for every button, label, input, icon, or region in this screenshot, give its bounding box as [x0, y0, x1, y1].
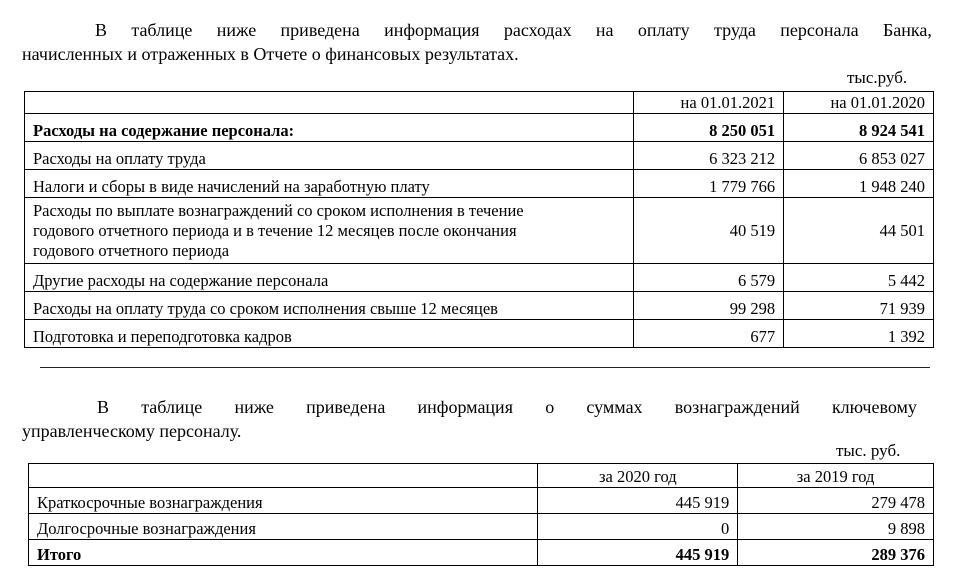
value-2020: 71 939: [784, 292, 934, 320]
value-2020: 44 501: [784, 198, 934, 264]
value-2020: 6 853 027: [784, 142, 934, 170]
row-label-line: годового отчетного периода и в течение 12 месяцев после окончания: [33, 220, 517, 240]
table-row: [25, 292, 934, 320]
table-row: [29, 488, 934, 514]
word: оплату: [637, 20, 690, 40]
word: таблице: [131, 20, 193, 40]
header-cell-empty: [25, 92, 634, 114]
intro-line-2: управленческому персоналу.: [22, 421, 242, 441]
header-cell-2021: на 01.01.2021: [634, 92, 784, 114]
value-2021: 677: [634, 320, 784, 348]
word: таблице: [141, 397, 203, 417]
word: приведена: [280, 20, 360, 40]
value-2021: 6 323 212: [634, 142, 784, 170]
row-label: Итого: [29, 540, 538, 566]
header-cell-2020: за 2020 год: [538, 464, 738, 488]
table-header-row: [29, 464, 934, 488]
word: информация: [384, 20, 480, 40]
value-2019: 289 376: [738, 540, 934, 566]
word: Банка,: [882, 20, 932, 40]
word: на: [595, 20, 614, 40]
table-row: [29, 514, 934, 540]
word: о: [545, 397, 555, 417]
word: ниже: [216, 20, 257, 40]
word: расходах: [503, 20, 572, 40]
row-label-line: Расходы по выплате вознаграждений со сроком исполнения в течение: [33, 200, 524, 220]
table-row-total: [29, 540, 934, 566]
header-cell-2019: за 2019 год: [738, 464, 934, 488]
value-2020: 8 924 541: [784, 114, 934, 142]
header-cell-empty: [29, 464, 538, 488]
value-2021: 8 250 051: [634, 114, 784, 142]
table-row: [25, 114, 934, 142]
word: персонала: [780, 20, 859, 40]
row-label: Расходы на оплату труда со сроком исполнения свыше 12 месяцев: [25, 292, 634, 320]
word: информация: [417, 397, 513, 417]
value-2019: 9 898: [738, 514, 934, 540]
table-row: [25, 264, 934, 292]
value-2020: 1 392: [784, 320, 934, 348]
row-label: Расходы на содержание персонала:: [25, 114, 634, 142]
word: В: [95, 20, 108, 40]
table-row: [25, 320, 934, 348]
value-2021: 99 298: [634, 292, 784, 320]
intro-line-1: [22, 18, 932, 42]
value-2020: 1 948 240: [784, 170, 934, 198]
staff-expenses-table: [24, 91, 934, 348]
table-row: [25, 198, 934, 264]
value-2021: 6 579: [634, 264, 784, 292]
value-2020: 0: [538, 514, 738, 540]
row-label: Краткосрочные вознаграждения: [29, 488, 538, 514]
row-label: Долгосрочные вознаграждения: [29, 514, 538, 540]
row-label: Подготовка и переподготовка кадров: [25, 320, 634, 348]
value-2021: 40 519: [634, 198, 784, 264]
value-2020: 445 919: [538, 540, 738, 566]
word: В: [97, 397, 110, 417]
intro-paragraph-expenses: [22, 18, 932, 66]
table-header-row: [25, 92, 934, 114]
word: ключевому: [831, 397, 917, 417]
word: труда: [714, 20, 756, 40]
intro-line-1: [22, 395, 917, 419]
units-label: тыс.руб.: [847, 68, 908, 87]
units-label: тыс. руб.: [836, 441, 901, 460]
table-row: [25, 142, 934, 170]
value-2021: 1 779 766: [634, 170, 784, 198]
header-cell-2020: на 01.01.2020: [784, 92, 934, 114]
intro-paragraph-key-management: [22, 395, 917, 443]
word: приведена: [306, 397, 386, 417]
word: суммах: [586, 397, 643, 417]
table-row: [25, 170, 934, 198]
key-management-remuneration-table: [28, 463, 934, 566]
row-label: Другие расходы на содержание персонала: [25, 264, 634, 292]
word: вознаграждений: [674, 397, 800, 417]
row-label-line: годового отчетного периода: [33, 240, 230, 260]
value-2020: 5 442: [784, 264, 934, 292]
row-label-multiline: [25, 198, 634, 264]
page-separator-line: [40, 367, 930, 368]
value-2019: 279 478: [738, 488, 934, 514]
value-2020: 445 919: [538, 488, 738, 514]
word: ниже: [234, 397, 274, 417]
row-label: Расходы на оплату труда: [25, 142, 634, 170]
intro-line-2: начисленных и отраженных в Отчете о финансовых результатах.: [22, 44, 519, 64]
row-label: Налоги и сборы в виде начислений на заработную плату: [25, 170, 634, 198]
